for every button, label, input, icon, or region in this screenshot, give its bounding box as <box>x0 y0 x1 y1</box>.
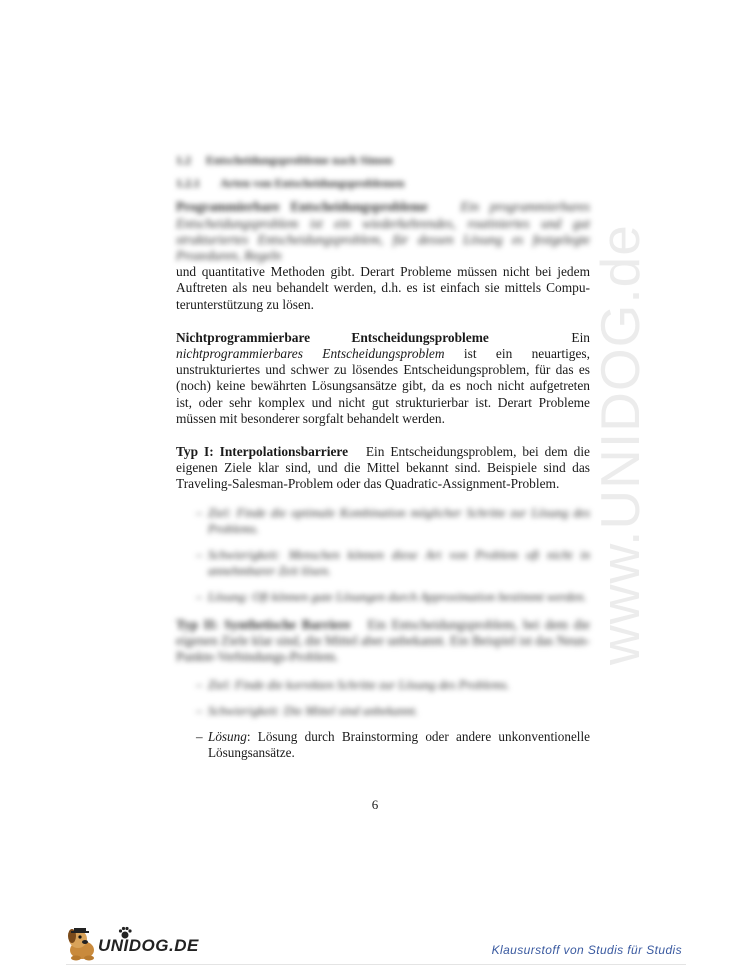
subsection-number: 1.2.1 <box>176 176 200 191</box>
paragraph-heading: Programmierbare Entscheidungsprobleme <box>176 199 428 215</box>
footer-slogan: Klausurstoff von Studis für Studis <box>491 943 682 957</box>
list-typ1 <box>176 505 590 605</box>
list-item: – Lösung: Lösung durch Brainstorming oder andere unkonventionelle Lösungsansätze. <box>196 729 590 761</box>
page-content <box>176 146 590 774</box>
list-typ2 <box>176 677 590 761</box>
paragraph-programmierbar <box>176 199 590 312</box>
paragraph-heading: Typ II: Synthetische Barriere <box>176 616 351 632</box>
paragraph-heading: Nichtprogrammierbare Entscheidungsprobleme <box>176 329 489 345</box>
paragraph-line: Auftreten als neu behandelt werden, d.h. es ist einfach sie mittels Compu- <box>176 280 590 296</box>
paragraph-italic-term: nichtprogrammierbares Entscheidungsproblem <box>176 346 445 362</box>
list-item: – Schwierigkeit: Die Mittel sind unbekannt. <box>196 704 419 719</box>
footer-divider <box>66 964 686 965</box>
list-item: – Lösung: Oft können gute Lösungen durch Approximation bestimmt werden. <box>196 589 587 604</box>
paragraph-blurred-text: Ein programmierbares Entscheidungsproblem ist ein wiederkehrendes, routiniertes und gut strukturiertes Entscheidungsproblem, für dessen Lösung es festgelegte Prozeduren, Regeln <box>176 199 590 264</box>
paragraph-lead: Ein <box>571 329 590 345</box>
paragraph-typ1 <box>176 444 590 493</box>
paragraph-line: und quantitative Methoden gibt. Derart Probleme müssen nicht bei jedem <box>176 264 590 280</box>
paragraph-typ2 <box>176 617 590 666</box>
list-item-text: : Lösung durch Brainstorming oder andere unkonventionelle Lösungsansätze. <box>208 729 590 761</box>
section-heading <box>176 152 590 168</box>
logo-text: UNIDOG.DE <box>98 936 199 955</box>
section-title: Entscheidungsprobleme nach Simon <box>206 153 393 167</box>
list-item-label: Lösung <box>208 729 247 745</box>
list-item: – Ziel: Finde die optimale Kombination möglicher Schritte zur Lösung des Problems. <box>196 505 590 536</box>
unidog-logo <box>66 926 206 962</box>
paragraph-line: terunterstützung zu lösen. <box>176 296 314 312</box>
paragraph-text: Ein Entscheidungsproblem, bei dem die eigenen Ziele klar sind, und die Mittel bekannt sind. Beispiele sind das Traveling-Salesman-Problem oder das Quadratic-Assignment-Problem. <box>176 444 590 492</box>
paragraph-text: ist ein neuartiges, unstrukturiertes und schwer zu lösendes Entscheidungsproblem, für das es (noch) keine bewährten Lösungsansätze gibt, da es noch nicht aufgetreten ist, oder sehr komplex und nicht gut strukturierbar ist. Derart Probleme müssen mit besonderer sorgfalt behandelt werden. <box>176 346 590 426</box>
paragraph-nichtprogrammierbar <box>176 330 590 427</box>
subsection-title: Arten von Entscheidungsproblemen <box>220 176 405 191</box>
paragraph-heading: Typ I: Interpolationsbarriere <box>176 444 349 460</box>
paragraph-blurred-start <box>176 199 590 264</box>
list-item: – Schwierigkeit: Menschen können diese Art von Problem oft nicht in annehmbarer Zeit lösen. <box>196 547 590 578</box>
page-number: 6 <box>371 797 379 812</box>
paragraph-text: Ein Entscheidungsproblem, bei dem die eigenen Ziele klar sind, die Mittel aber unbekannt. Ein Beispiel ist das Neun-Punkte-Verbindungs-Problem. <box>176 616 590 665</box>
subsection-heading <box>176 175 590 191</box>
section-number: 1.2 <box>176 153 191 167</box>
watermark: www.UNIDOG.de <box>589 224 651 665</box>
list-item: – Ziel: Finde die korrekten Schritte zur Lösung des Problems. <box>196 678 510 693</box>
dog-icon <box>66 926 100 962</box>
